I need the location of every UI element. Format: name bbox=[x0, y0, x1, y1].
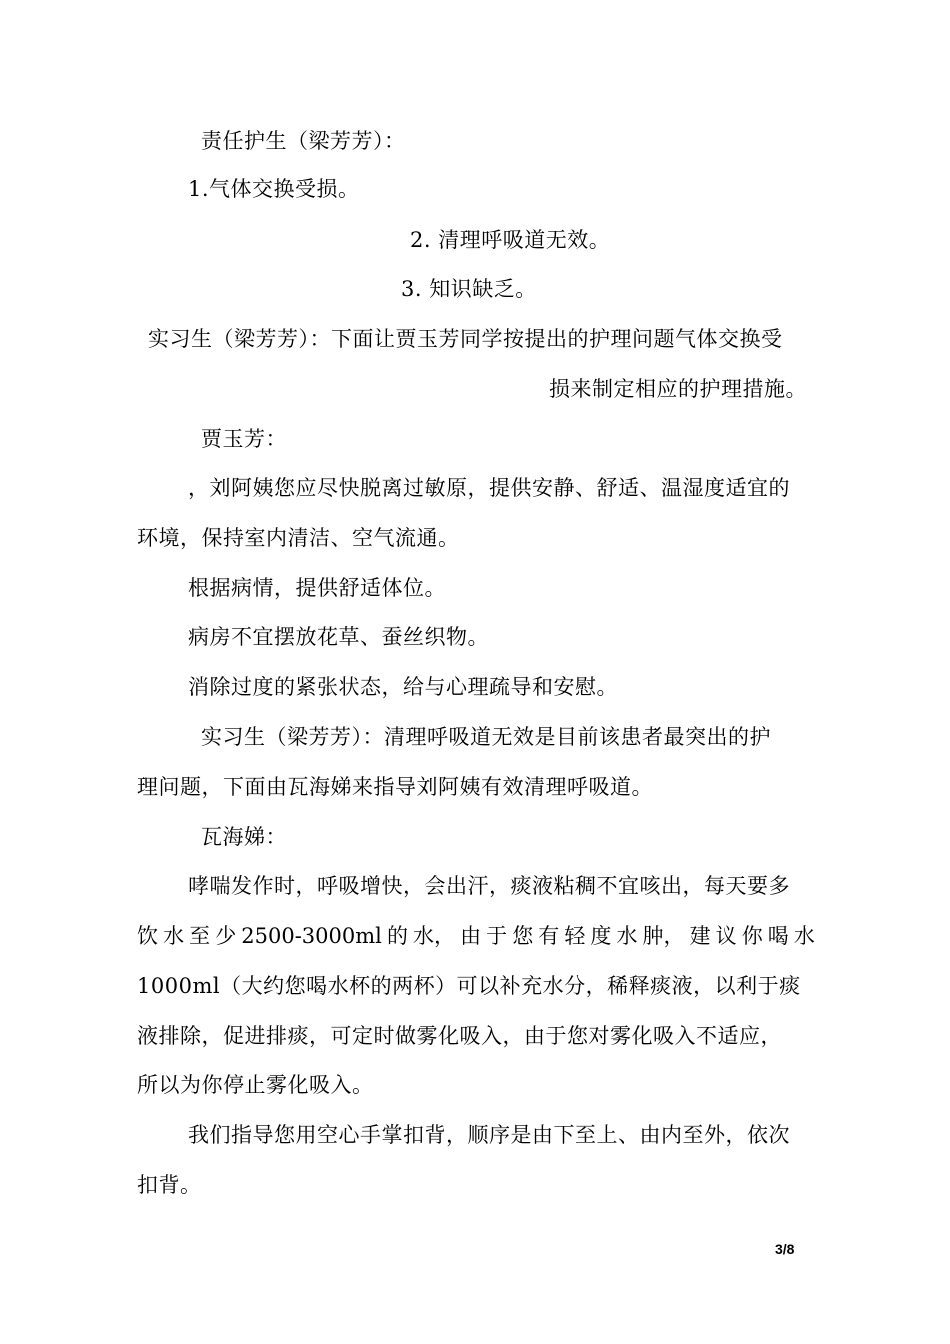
text-line: 损来制定相应的护理措施。 bbox=[549, 377, 807, 401]
text-segment: 于 bbox=[486, 924, 508, 948]
justified-text-line bbox=[137, 921, 815, 951]
text-segment: 水， bbox=[413, 924, 455, 948]
text-segment: 有 bbox=[538, 924, 560, 948]
text-segment: 由 bbox=[460, 924, 482, 948]
text-line: 病房不宜摆放花草、蚕丝织物。 bbox=[188, 625, 489, 649]
text-segment: 喝 bbox=[767, 924, 789, 948]
text-line: 贾玉芳： bbox=[201, 427, 287, 451]
text-line: ，刘阿姨您应尽快脱离过敏原，提供安静、舒适、温湿度适宜的 bbox=[188, 476, 790, 500]
text-segment: 肿， bbox=[642, 924, 685, 948]
page-number: 3/8 bbox=[775, 1241, 795, 1257]
text-segment: 2500-3000ml bbox=[241, 924, 382, 948]
text-line: 所以为你停止雾化吸入。 bbox=[137, 1073, 374, 1097]
text-line: 理问题，下面由瓦海娣来指导刘阿姨有效清理呼吸道。 bbox=[137, 775, 653, 799]
text-segment: 你 bbox=[741, 924, 763, 948]
text-segment: 至 bbox=[189, 924, 211, 948]
text-line: 1000ml（大约您喝水杯的两杯）可以补充水分，稀释痰液，以利于痰 bbox=[137, 974, 801, 998]
text-segment: 少 bbox=[215, 924, 237, 948]
text-segment: 饮 bbox=[137, 924, 158, 948]
text-line: 液排除，促进排痰，可定时做雾化吸入，由于您对雾化吸入不适应， bbox=[137, 1024, 782, 1048]
text-segment: 轻 bbox=[564, 924, 586, 948]
text-segment: 水 bbox=[163, 924, 185, 948]
text-segment: 议 bbox=[715, 924, 737, 948]
text-line: 扣背。 bbox=[137, 1173, 202, 1197]
text-segment: 水 bbox=[616, 924, 638, 948]
text-line: 2. 清理呼吸道无效。 bbox=[410, 228, 611, 252]
text-line: 环境，保持室内清洁、空气流通。 bbox=[137, 526, 460, 550]
text-line: 瓦海娣： bbox=[201, 825, 287, 849]
text-line: 实习生（梁芳芳）：下面让贾玉芳同学按提出的护理问题气体交换受 bbox=[148, 327, 783, 351]
text-line: 我们指导您用空心手掌扣背，顺序是由下至上、由内至外，依次 bbox=[188, 1123, 790, 1147]
text-segment: 水 bbox=[793, 924, 815, 948]
text-line: 根据病情，提供舒适体位。 bbox=[188, 576, 446, 600]
text-segment: 您 bbox=[512, 924, 534, 948]
text-line: 3. 知识缺乏。 bbox=[401, 277, 537, 301]
text-segment: 的 bbox=[386, 924, 408, 948]
text-line: 消除过度的紧张状态，给与心理疏导和安慰。 bbox=[188, 675, 618, 699]
text-line: 实习生（梁芳芳）：清理呼吸道无效是目前该患者最突出的护 bbox=[201, 725, 771, 749]
text-line: 责任护生（梁芳芳）： bbox=[201, 129, 406, 153]
text-segment: 度 bbox=[590, 924, 612, 948]
text-segment: 建 bbox=[689, 924, 711, 948]
text-line: 1.气体交换受损。 bbox=[188, 177, 360, 201]
text-line: 哮喘发作时，呼吸增快，会出汗，痰液粘稠不宜咳出，每天要多 bbox=[188, 874, 790, 898]
